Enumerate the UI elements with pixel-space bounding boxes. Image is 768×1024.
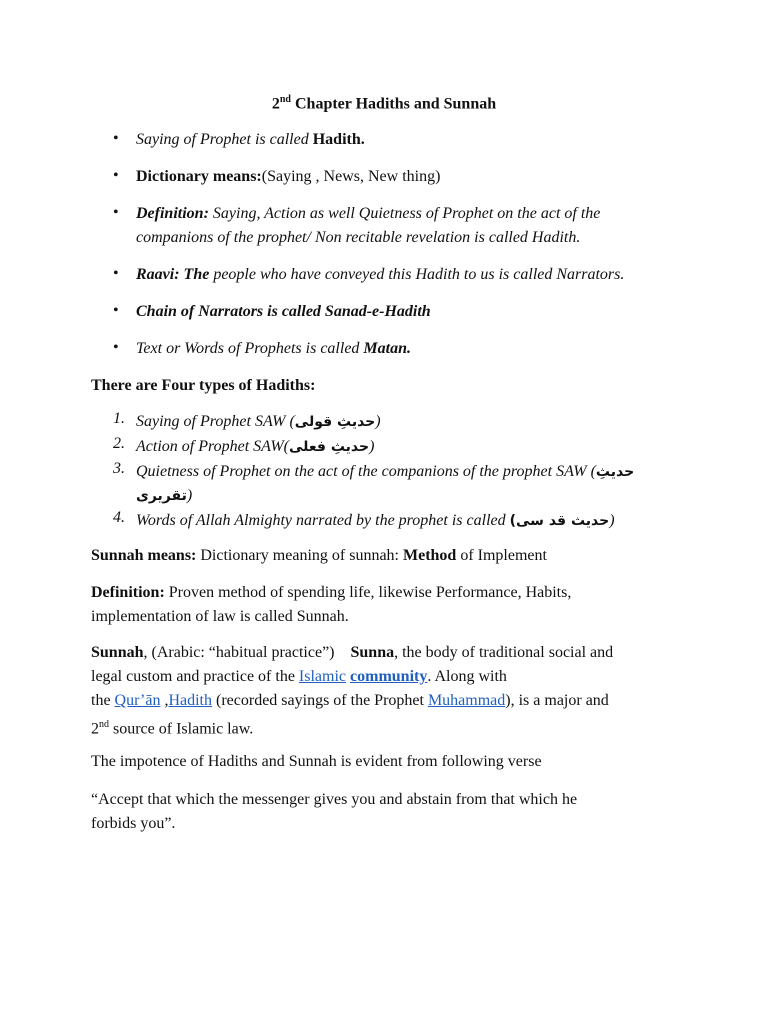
paragraph: Definition: Proven method of spending life, likewise Performance, Habits, implementation of law is called Sunnah. <box>91 584 572 625</box>
list-item: Raavi: The people who have conveyed this Hadith to us is called Narrators. <box>136 266 625 283</box>
list-number: 4. <box>113 509 125 526</box>
bullet-icon: • <box>113 265 119 282</box>
hadith-link[interactable]: Hadith <box>168 692 212 709</box>
list-item: Saying of Prophet is called Hadith. <box>136 131 365 148</box>
paragraph: Sunnah, (Arabic: “habitual practice”) Sunna, the body of traditional social and legal custom and practice of the Islamic community. Along with the Qur’ān ,Hadith (recorded sayings of the Prophet Muhammad), is a major and 2nd source of Islamic law. <box>91 644 614 738</box>
bullet-icon: • <box>113 302 119 319</box>
bullet-icon: • <box>113 130 119 147</box>
list-number: 3. <box>113 460 125 477</box>
page-title: 2nd Chapter Hadiths and Sunnah <box>271 94 497 113</box>
quote: “Accept that which the messenger gives you and abstain from that which he forbids you”. <box>91 791 578 832</box>
list-item: Definition: Saying, Action as well Quietness of Prophet on the act of the companions of the prophet/ Non recitable revelation is called Hadith. <box>136 205 601 246</box>
list-item: Chain of Narrators is called Sanad-e-Hadith <box>136 303 431 320</box>
list-item: Text or Words of Prophets is called Matan. <box>136 340 411 357</box>
section-heading: There are Four types of Hadiths: <box>91 377 316 394</box>
community-link[interactable]: community <box>350 668 428 685</box>
list-item: Action of Prophet SAW(حدیثِ فعلی) <box>136 438 375 455</box>
list-item: Quietness of Prophet on the act of the companions of the prophet SAW (حدیثِ تقریری) <box>136 463 635 504</box>
paragraph: The impotence of Hadiths and Sunnah is evident from following verse <box>91 753 542 770</box>
muhammad-link[interactable]: Muhammad <box>427 692 506 709</box>
list-item: Dictionary means:(Saying , News, New thing) <box>136 168 441 185</box>
islamic-link[interactable]: Islamic <box>298 668 347 685</box>
list-number: 2. <box>113 435 125 452</box>
list-item: Words of Allah Almighty narrated by the prophet is called (حدیث قد سی) <box>136 512 615 529</box>
bullet-icon: • <box>113 167 119 184</box>
list-item: Saying of Prophet SAW (حدیثِ قولی) <box>136 413 381 430</box>
bullet-icon: • <box>113 204 119 221</box>
paragraph: Sunnah means: Dictionary meaning of sunnah: Method of Implement <box>91 547 547 564</box>
bullet-icon: • <box>113 339 119 356</box>
quran-link[interactable]: Qur’ān <box>114 692 161 709</box>
list-number: 1. <box>113 410 125 427</box>
